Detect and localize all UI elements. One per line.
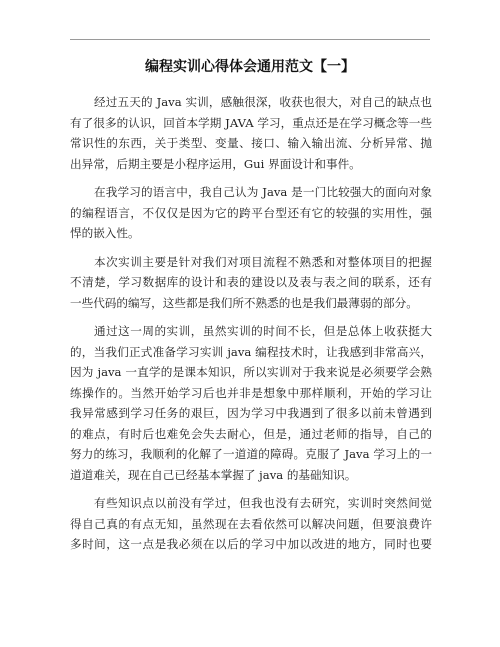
text-line: 本次实训主要是针对我们对项目流程不熟悉和对整体项目的把握 [94,254,432,269]
text-line: 努力的练习，我顺利的化解了一道道的障碍。克服了 Java 学习上的一 [70,447,432,461]
text-line: 在我学习的语言中，我自己认为 Java 是一门比较强大的面向对象 [94,185,432,199]
text-line: 因为 java 一直学的是课本知识，所以实训对于我来说是必须要学会熟 [70,365,432,379]
text-line: 悍的嵌入性。 [70,226,140,240]
text-line: 常识性的东西，关于类型、变量、接口、输入输出流、分析异常、抛 [70,136,432,150]
text-line: 不清楚，学习数据库的设计和表的建设以及表与表之间的联系，还有 [70,275,432,289]
text-line: 经过五天的 Java 实训，感触很深，收获也很大，对自己的缺点也 [94,95,432,109]
paragraph [70,252,432,314]
paragraph [70,321,432,485]
paragraph [70,182,432,244]
paragraph [70,493,432,555]
text-line: 有些知识点以前没有学过，但我也没有去研究，实训时突然间觉 [94,496,432,510]
document-body [70,92,432,563]
text-line: 练操作的。当然开始学习后也并非是想象中那样顺利，开始的学习让 [70,385,432,400]
text-line: 道道难关，现在自己已经基本掌握了 java 的基础知识。 [70,467,357,482]
paragraph [70,92,432,174]
text-line: 通过这一周的实训，虽然实训的时间不长，但是总体上收获挺大 [94,324,432,338]
text-line: 的编程语言，不仅仅是因为它的跨平台型还有它的较强的实用性，强 [70,205,432,220]
document-title: 编程实训心得体会通用范文【一】 [145,59,355,75]
text-line: 得自己真的有点无知，虽然现在去看依然可以解决问题，但要浪费许 [70,516,432,531]
text-line: 有了很多的认识，回首本学期 JAVA 学习，重点还是在学习概念等一些 [70,115,432,130]
text-line: 我异常感到学习任务的艰巨，因为学习中我遇到了很多以前未曾遇到 [70,406,432,420]
text-line: 多时间，这一点是我必须在以后的学习中加以改进的地方，同时也要 [70,537,432,551]
text-line: 的，当我们正式准备学习实训 java 编程技术时，让我感到非常高兴， [70,344,432,359]
text-line: 出异常，后期主要是小程序运用，Gui 界面设计和事件。 [70,156,361,171]
text-line: 一些代码的编写，这些都是我们所不熟悉的也是我们最薄弱的部分。 [70,295,418,310]
header-rule [70,39,430,40]
text-line: 的难点，有时后也难免会失去耐心，但是，通过老师的指导，自己的 [70,426,432,441]
